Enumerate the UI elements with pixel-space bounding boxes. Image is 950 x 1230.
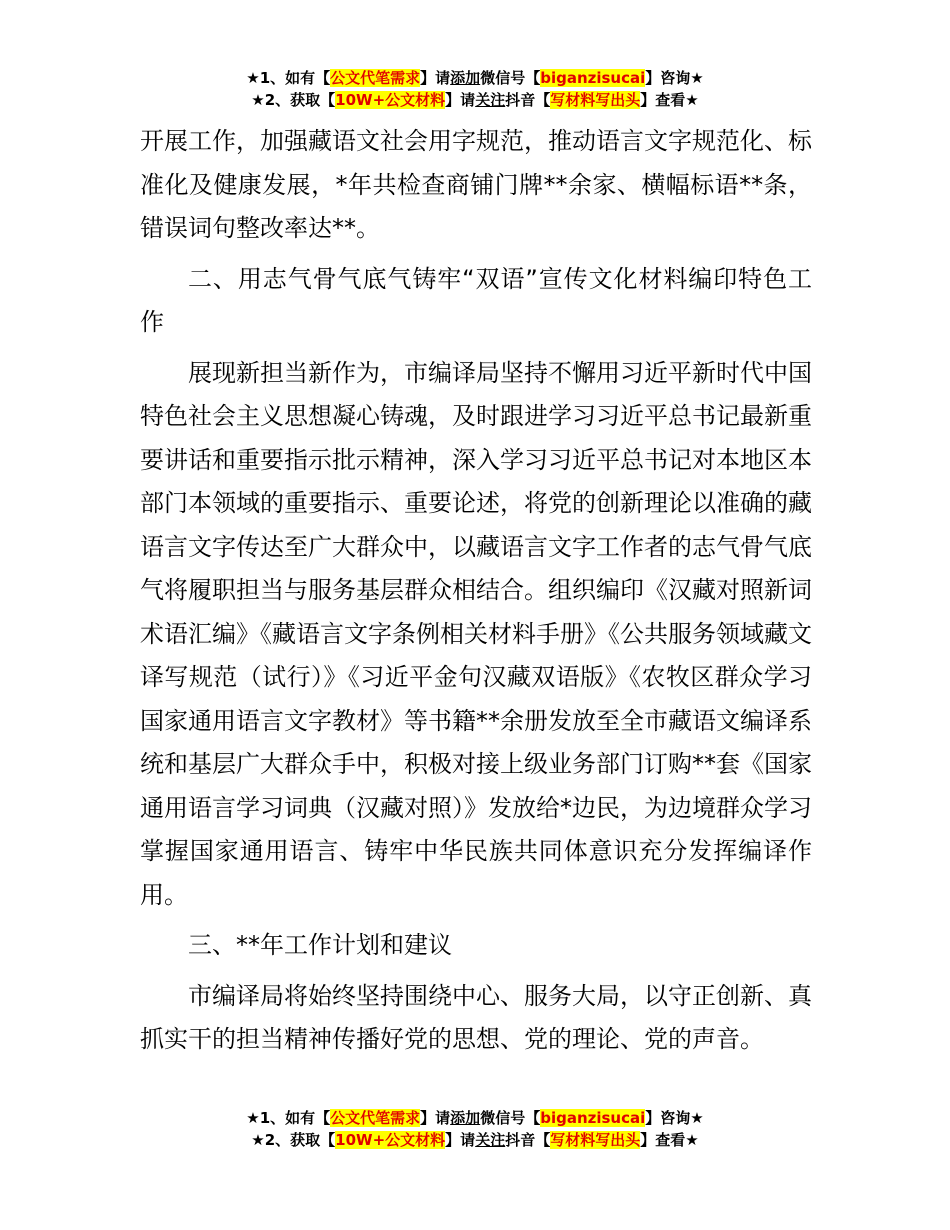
section-heading-3: 三、**年工作计划和建议 — [188, 931, 452, 959]
document-body — [140, 120, 812, 1062]
highlight-douyin-account: 写材料写出头 — [550, 1131, 641, 1149]
promo-line-2: ★2、获取【10W+公文材料】请关注抖音【写材料写出头】查看★ — [251, 91, 699, 109]
star-icon: ★ — [251, 91, 265, 109]
paragraph-plan: 市编译局将始终坚持围绕中心、服务大局，以守正创新、真抓实干的担当精神传播好党的思想、党的理论、党的声音。 — [140, 981, 812, 1053]
star-icon: ★ — [690, 1109, 704, 1127]
highlight-douyin-account: 写材料写出头 — [550, 91, 641, 109]
promo-line-1: ★1、如有【公文代笔需求】请添加微信号【biganzisucai】咨询★ — [246, 1109, 704, 1127]
highlight-materials: 10W+公文材料 — [335, 91, 446, 109]
highlight-wechat-id: biganzisucai — [540, 69, 646, 87]
promo-line-2: ★2、获取【10W+公文材料】请关注抖音【写材料写出头】查看★ — [251, 1131, 699, 1149]
highlight-ghostwriting: 公文代笔需求 — [330, 1109, 421, 1127]
paragraph-continuation: 开展工作，加强藏语文社会用字规范，推动语言文字规范化、标准化及健康发展，*年共检查商铺门牌**余家、横幅标语**条，错误词句整改率达**。 — [140, 127, 812, 242]
header-promo-banner — [0, 67, 950, 111]
star-icon: ★ — [246, 69, 260, 87]
star-icon: ★ — [246, 1109, 260, 1127]
highlight-ghostwriting: 公文代笔需求 — [330, 69, 421, 87]
highlight-materials: 10W+公文材料 — [335, 1131, 446, 1149]
star-icon: ★ — [251, 1131, 265, 1149]
footer-promo-banner — [0, 1107, 950, 1151]
star-icon: ★ — [690, 69, 704, 87]
star-icon: ★ — [685, 1131, 699, 1149]
star-icon: ★ — [685, 91, 699, 109]
section-heading-2: 二、用志气骨气底气铸牢“双语”宣传文化材料编印特色工作 — [140, 264, 812, 336]
highlight-wechat-id: biganzisucai — [540, 1109, 646, 1127]
paragraph-body: 展现新担当新作为，市编译局坚持不懈用习近平新时代中国特色社会主义思想凝心铸魂，及时跟进学习习近平总书记最新重要讲话和重要指示批示精神，深入学习习近平总书记对本地区本部门本领域的重要指示、重要论述，将党的创新理论以准确的藏语言文字传达至广大群众中，以藏语言文字工作者的志气骨气底气将履职担当与服务基层群众相结合。组织编印《汉藏对照新词术语汇编》《藏语言文字条例相关材料手册》《公共服务领域藏文译写规范（试行）》《习近平金句汉藏双语版》《农牧区群众学习国家通用语言文字教材》等书籍**余册发放至全市藏语文编译系统和基层广大群众手中，积极对接上级业务部门订购**套《国家通用语言学习词典（汉藏对照）》发放给*边民，为边境群众学习掌握国家通用语言、铸牢中华民族共同体意识充分发挥编译作用。 — [140, 358, 812, 909]
promo-line-1: ★1、如有【公文代笔需求】请添加微信号【biganzisucai】咨询★ — [246, 69, 704, 87]
